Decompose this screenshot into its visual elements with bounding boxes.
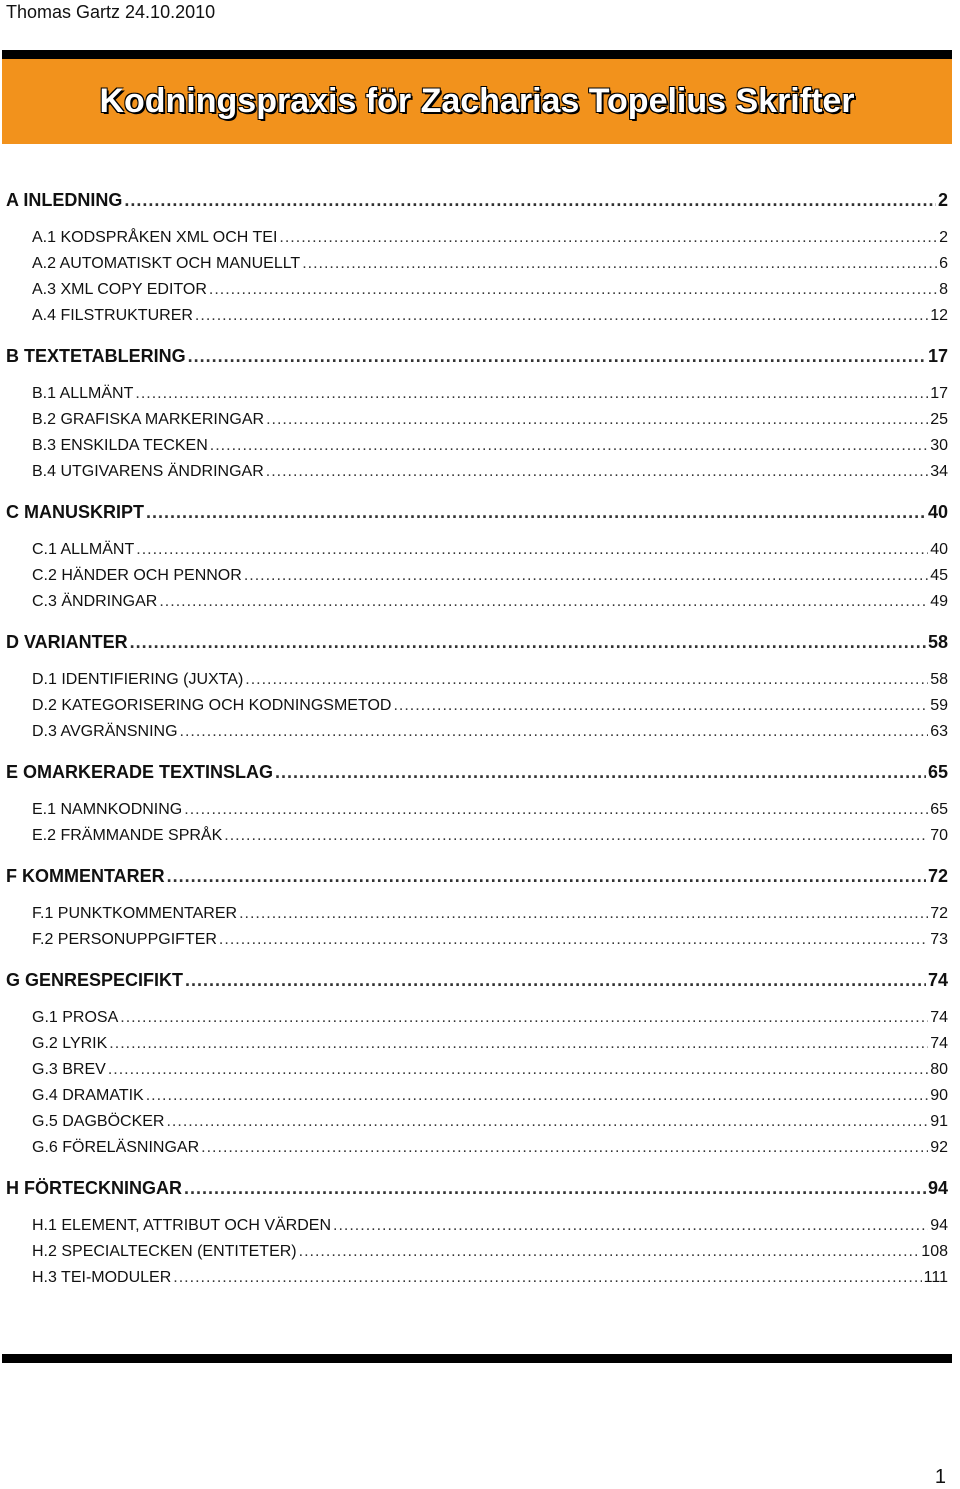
- toc-dot-leader: [120, 1009, 928, 1027]
- toc-entry-page-number: 40: [930, 541, 948, 558]
- toc-section-entry[interactable]: [0, 866, 948, 888]
- toc-entry-page-number: 59: [930, 697, 948, 714]
- toc-entry-label: G.1 PROSA: [32, 1009, 119, 1026]
- toc-entry-page-number: 73: [930, 931, 948, 948]
- toc-section-entry[interactable]: [0, 502, 948, 524]
- toc-entry-page-number: 72: [930, 905, 948, 922]
- toc-entry-label: D VARIANTER: [6, 632, 128, 652]
- toc-entry-label: B.2 GRAFISKA MARKERINGAR: [32, 411, 265, 428]
- toc-subsection-entry[interactable]: [0, 437, 948, 459]
- toc-entry-label: H.2 SPECIALTECKEN (ENTITETER): [32, 1243, 297, 1260]
- toc-entry-page-number: 108: [921, 1243, 948, 1260]
- toc-dot-leader: [180, 723, 929, 741]
- toc-entry-page-number: 92: [930, 1139, 948, 1156]
- toc-dot-leader: [184, 801, 928, 819]
- toc-entry-label: B TEXTETABLERING: [6, 346, 186, 366]
- toc-entry-page-number: 91: [930, 1113, 948, 1130]
- toc-entry-page-number: 65: [930, 801, 948, 818]
- toc-entry-page-number: 58: [930, 671, 948, 688]
- toc-dot-leader: [136, 541, 928, 559]
- toc-entry-label: D.1 IDENTIFIERING (JUXTA): [32, 671, 244, 688]
- toc-entry-page-number: 74: [927, 970, 948, 990]
- toc-entry-label: D.3 AVGRÄNSNING: [32, 723, 178, 740]
- toc-subsection-entry[interactable]: [0, 281, 948, 303]
- toc-entry-page-number: 25: [930, 411, 948, 428]
- toc-dot-leader: [184, 1178, 926, 1199]
- toc-dot-leader: [124, 190, 936, 211]
- toc-dot-leader: [188, 346, 926, 367]
- toc-dot-leader: [266, 411, 928, 429]
- toc-subsection-entry[interactable]: [0, 229, 948, 251]
- toc-entry-page-number: 65: [927, 762, 948, 782]
- toc-dot-leader: [244, 567, 928, 585]
- toc-entry-label: A.2 AUTOMATISKT OCH MANUELLT: [32, 255, 301, 272]
- toc-entry-page-number: 17: [927, 346, 948, 366]
- toc-subsection-entry[interactable]: [0, 1087, 948, 1109]
- toc-entry-page-number: 17: [930, 385, 948, 402]
- toc-entry-label: E OMARKERADE TEXTINSLAG: [6, 762, 274, 782]
- page-number: 1: [934, 1466, 946, 1488]
- toc-subsection-entry[interactable]: [0, 385, 948, 407]
- toc-entry-label: C.2 HÄNDER OCH PENNOR: [32, 567, 242, 584]
- toc-entry-label: A.4 FILSTRUKTURER: [32, 307, 193, 324]
- toc-entry-label: E.2 FRÄMMANDE SPRÅK: [32, 827, 223, 844]
- toc-entry-label: E.1 NAMNKODNING: [32, 801, 183, 818]
- toc-subsection-entry[interactable]: [0, 1269, 948, 1291]
- banner-fill: [2, 59, 952, 144]
- toc-entry-page-number: 2: [937, 190, 948, 210]
- toc-entry-label: H.3 TEI-MODULER: [32, 1269, 172, 1286]
- toc-dot-leader: [173, 1269, 921, 1287]
- toc-subsection-entry[interactable]: [0, 1113, 948, 1135]
- toc-entry-label: H.1 ELEMENT, ATTRIBUT OCH VÄRDEN: [32, 1217, 332, 1234]
- toc-subsection-entry[interactable]: [0, 801, 948, 823]
- document-title: Kodningspraxis för Zacharias Topelius Skrifter: [99, 82, 855, 120]
- toc-entry-label: F.2 PERSONUPPGIFTER: [32, 931, 217, 948]
- toc-entry-page-number: 63: [930, 723, 948, 740]
- toc-subsection-entry[interactable]: [0, 463, 948, 485]
- toc-subsection-entry[interactable]: [0, 723, 948, 745]
- toc-entry-label: B.3 ENSKILDA TECKEN: [32, 437, 208, 454]
- toc-section-entry[interactable]: [0, 346, 948, 368]
- toc-subsection-entry[interactable]: [0, 1035, 948, 1057]
- toc-entry-page-number: 94: [930, 1217, 948, 1234]
- toc-dot-leader: [201, 1139, 928, 1157]
- toc-section-entry[interactable]: [0, 1178, 948, 1200]
- toc-subsection-entry[interactable]: [0, 1061, 948, 1083]
- toc-subsection-entry[interactable]: [0, 541, 948, 563]
- title-banner: [2, 50, 952, 144]
- toc-entry-page-number: 34: [930, 463, 948, 480]
- toc-dot-leader: [167, 866, 926, 887]
- toc-entry-page-number: 70: [930, 827, 948, 844]
- toc-subsection-entry[interactable]: [0, 931, 948, 953]
- toc-entry-label: D.2 KATEGORISERING OCH KODNINGSMETOD: [32, 697, 392, 714]
- toc-entry-page-number: 74: [930, 1009, 948, 1026]
- toc-entry-label: G.2 LYRIK: [32, 1035, 108, 1052]
- footer-rule: [2, 1354, 952, 1363]
- toc-entry-label: B.1 ALLMÄNT: [32, 385, 134, 402]
- toc-entry-label: C.1 ALLMÄNT: [32, 541, 135, 558]
- toc-entry-label: H FÖRTECKNINGAR: [6, 1178, 182, 1198]
- toc-entry-label: G.5 DAGBÖCKER: [32, 1113, 165, 1130]
- toc-entry-label: A.3 XML COPY EDITOR: [32, 281, 207, 298]
- toc-subsection-entry[interactable]: [0, 411, 948, 433]
- toc-subsection-entry[interactable]: [0, 567, 948, 589]
- toc-entry-page-number: 30: [930, 437, 948, 454]
- toc-subsection-entry[interactable]: [0, 593, 948, 615]
- toc-dot-leader: [108, 1061, 928, 1079]
- toc-dot-leader: [185, 970, 926, 991]
- toc-entry-page-number: 40: [927, 502, 948, 522]
- toc-subsection-entry[interactable]: [0, 1009, 948, 1031]
- toc-section-entry[interactable]: [0, 632, 948, 654]
- toc-entry-label: F KOMMENTARER: [6, 866, 165, 886]
- toc-dot-leader: [224, 827, 928, 845]
- toc-entry-label: B.4 UTGIVARENS ÄNDRINGAR: [32, 463, 264, 480]
- toc-entry-label: C.3 ÄNDRINGAR: [32, 593, 158, 610]
- toc-entry-label: C MANUSKRIPT: [6, 502, 144, 522]
- toc-subsection-entry[interactable]: [0, 1217, 948, 1239]
- toc-dot-leader: [146, 502, 926, 523]
- toc-dot-leader: [195, 307, 928, 325]
- toc-dot-leader: [135, 385, 928, 403]
- toc-entry-page-number: 6: [939, 255, 948, 272]
- toc-dot-leader: [245, 671, 928, 689]
- toc-dot-leader: [266, 463, 928, 481]
- toc-entry-label: G.3 BREV: [32, 1061, 106, 1078]
- toc-dot-leader: [146, 1087, 928, 1105]
- toc-entry-page-number: 72: [927, 866, 948, 886]
- toc-subsection-entry[interactable]: [0, 1139, 948, 1161]
- toc-dot-leader: [299, 1243, 920, 1261]
- toc-dot-leader: [210, 437, 928, 455]
- toc-entry-label: F.1 PUNKTKOMMENTARER: [32, 905, 238, 922]
- toc-entry-page-number: 94: [927, 1178, 948, 1198]
- toc-entry-page-number: 58: [927, 632, 948, 652]
- toc-dot-leader: [302, 255, 937, 273]
- toc-entry-page-number: 45: [930, 567, 948, 584]
- banner-top-rule: [2, 50, 952, 59]
- toc-subsection-entry[interactable]: [0, 905, 948, 927]
- toc-subsection-entry[interactable]: [0, 1243, 948, 1265]
- toc-entry-page-number: 49: [930, 593, 948, 610]
- toc-section-entry[interactable]: [0, 970, 948, 992]
- toc-entry-page-number: 2: [939, 229, 948, 246]
- toc-entry-label: A INLEDNING: [6, 190, 123, 210]
- toc-entry-page-number: 90: [930, 1087, 948, 1104]
- toc-subsection-entry[interactable]: [0, 307, 948, 329]
- toc-entry-label: A.1 KODSPRÅKEN XML OCH TEI: [32, 229, 278, 246]
- toc-subsection-entry[interactable]: [0, 697, 948, 719]
- toc-subsection-entry[interactable]: [0, 255, 948, 277]
- toc-subsection-entry[interactable]: [0, 671, 948, 693]
- toc-entry-page-number: 8: [939, 281, 948, 298]
- toc-dot-leader: [109, 1035, 928, 1053]
- toc-dot-leader: [275, 762, 926, 783]
- toc-entry-label: G.4 DRAMATIK: [32, 1087, 144, 1104]
- toc-entry-page-number: 74: [930, 1035, 948, 1052]
- toc-entry-page-number: 12: [930, 307, 948, 324]
- toc-entry-page-number: 80: [930, 1061, 948, 1078]
- document-header-author-date: Thomas Gartz 24.10.2010: [6, 2, 216, 22]
- toc-entry-label: G GENRESPECIFIKT: [6, 970, 184, 990]
- toc-dot-leader: [393, 697, 928, 715]
- toc-dot-leader: [166, 1113, 928, 1131]
- toc-dot-leader: [130, 632, 926, 653]
- toc-section-entry[interactable]: [0, 762, 948, 784]
- toc-dot-leader: [239, 905, 928, 923]
- toc-dot-leader: [219, 931, 928, 949]
- toc-dot-leader: [333, 1217, 928, 1235]
- toc-entry-label: G.6 FÖRELÄSNINGAR: [32, 1139, 200, 1156]
- toc-entry-page-number: 111: [923, 1269, 948, 1286]
- toc-section-entry[interactable]: [0, 190, 948, 212]
- toc-subsection-entry[interactable]: [0, 827, 948, 849]
- toc-dot-leader: [209, 281, 937, 299]
- toc-dot-leader: [279, 229, 937, 247]
- toc-dot-leader: [159, 593, 928, 611]
